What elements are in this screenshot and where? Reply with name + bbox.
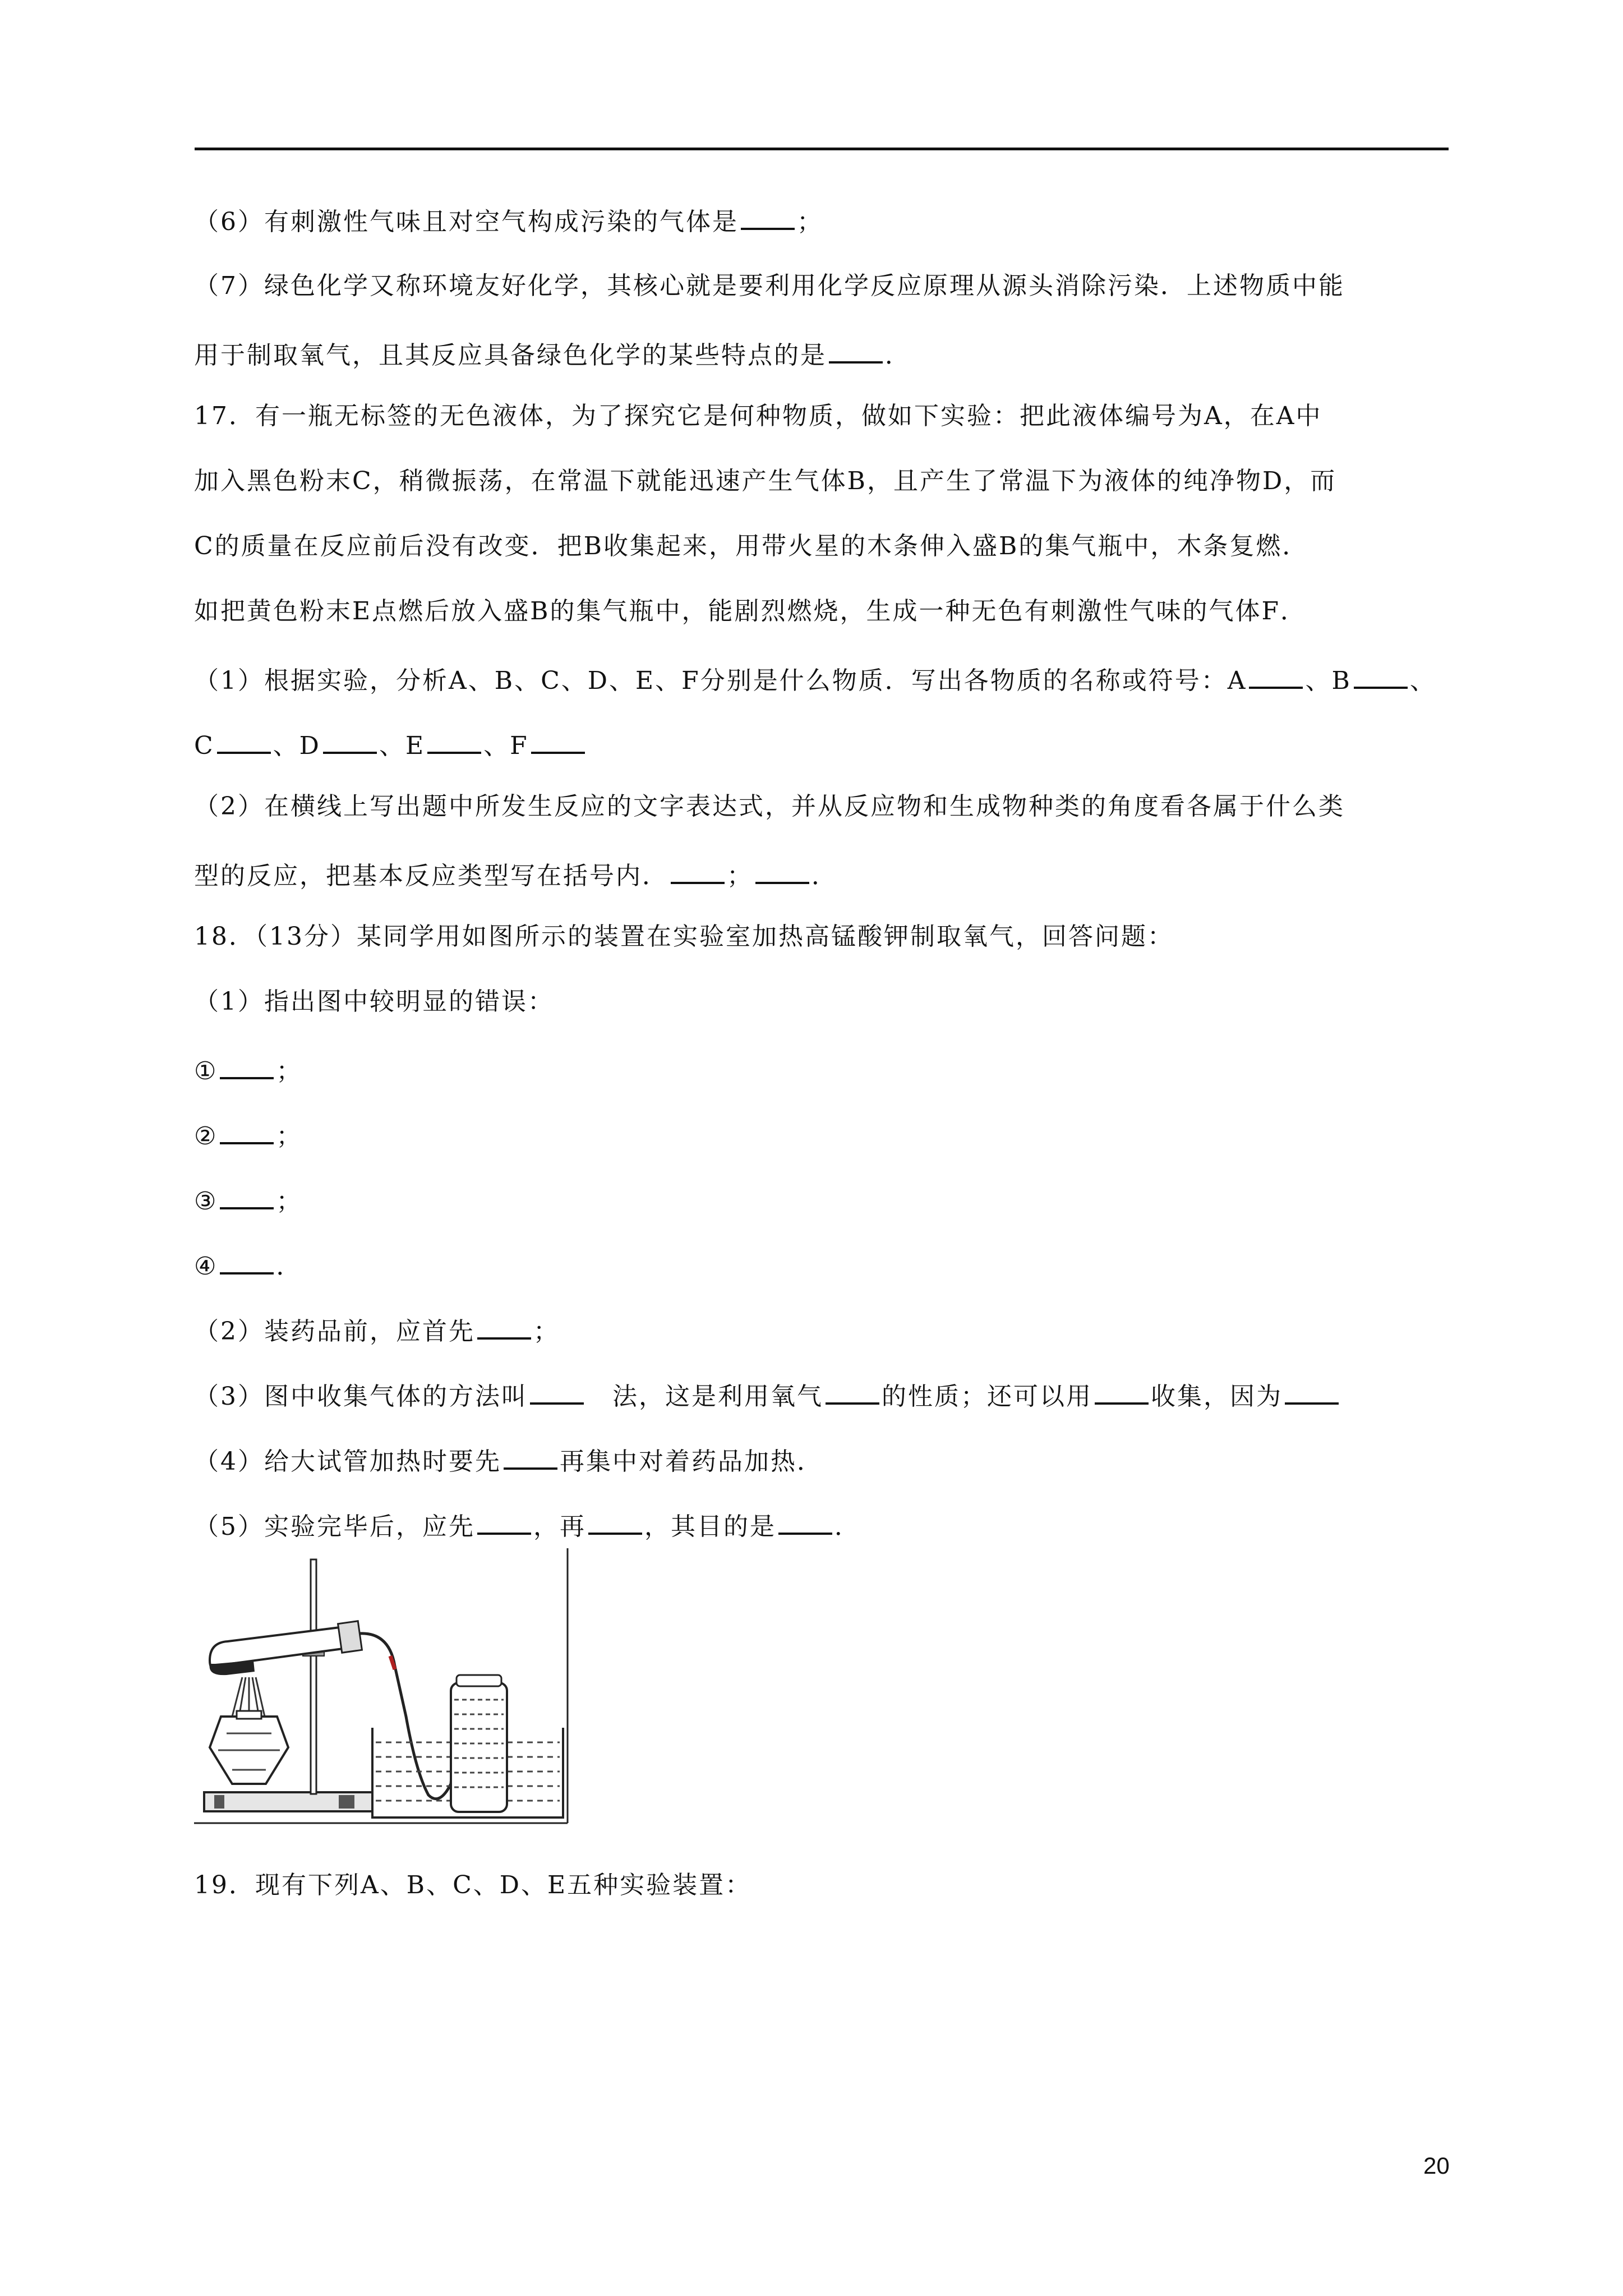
oxygen-apparatus-figure <box>193 1548 574 1829</box>
q19-stem: 19．现有下列A、B、C、D、E五种实验装置： <box>194 1871 752 1899</box>
q16-7-cont: 用于制取氧气，且其反应具备绿色化学的某些特点的是 ． <box>194 334 911 372</box>
q17-1-cont: C 、D 、E 、F <box>194 725 587 763</box>
answer-blank[interactable] <box>220 1050 274 1079</box>
q18-1-item1: ① ； <box>194 1050 302 1088</box>
answer-blank[interactable] <box>755 855 809 884</box>
answer-blank[interactable] <box>220 1245 274 1274</box>
q16-7: （7）绿色化学又称环境友好化学，其核心就是要利用化学反应原理从源头消除污染．上述物质中能 <box>194 272 1345 300</box>
answer-blank[interactable] <box>504 1441 557 1470</box>
answer-blank[interactable] <box>477 1310 531 1340</box>
answer-blank[interactable] <box>671 855 725 884</box>
q17-2-cont: 型的反应，把基本反应类型写在括号内． ； ． <box>194 855 838 893</box>
q17-stem-3: C的质量在反应前后没有改变．把B收集起来，用带火星的木条伸入盛B的集气瓶中，木条复燃． <box>194 532 1309 560</box>
q18-2: （2）装药品前，应首先 ； <box>194 1310 560 1349</box>
q18-stem: 18．（13分）某同学用如图所示的装置在实验室加热高锰酸钾制取氧气，回答问题： <box>194 922 1174 951</box>
answer-blank-c[interactable] <box>217 725 271 754</box>
answer-blank[interactable] <box>477 1506 531 1535</box>
q18-3: （3）图中收集气体的方法叫 法，这是利用氧气 的性质；还可以用 收集，因为 <box>194 1375 1341 1414</box>
q18-5: （5）实验完毕后，应先 ，再 ，其目的是 ． <box>194 1506 861 1544</box>
answer-blank[interactable] <box>778 1506 832 1535</box>
q18-1-item4: ④ ． <box>194 1245 302 1283</box>
answer-blank[interactable] <box>530 1375 584 1405</box>
q18-4: （4）给大试管加热时要先 再集中对着药品加热． <box>194 1441 823 1479</box>
q17-2: （2）在横线上写出题中所发生反应的文字表达式，并从反应物和生成物种类的角度看各属于什么类 <box>194 792 1345 821</box>
page-number: 20 <box>1423 2152 1450 2179</box>
q17-1: （1）根据实验，分析A、B、C、D、E、F分别是什么物质．写出各物质的名称或符号：A 、B 、 <box>194 660 1436 698</box>
header-rule <box>195 148 1449 150</box>
q17-stem: 17．有一瓶无标签的无色液体，为了探究它是何种物质，做如下实验：把此液体编号为A，在A中 <box>194 402 1322 430</box>
answer-blank[interactable] <box>220 1180 274 1209</box>
answer-blank-f[interactable] <box>531 725 585 754</box>
answer-blank-d[interactable] <box>323 725 377 754</box>
answer-blank[interactable] <box>741 201 795 230</box>
q16-6: （6）有刺激性气味且对空气构成污染的气体是 ； <box>194 201 823 239</box>
answer-blank-a[interactable] <box>1249 660 1303 689</box>
answer-blank[interactable] <box>829 334 883 364</box>
answer-blank-e[interactable] <box>427 725 481 754</box>
q18-1-item2: ② ； <box>194 1115 302 1153</box>
q17-stem-2: 加入黑色粉末C，稍微振荡，在常温下就能迅速产生气体B，且产生了常温下为液体的纯净物D，而 <box>194 467 1337 495</box>
answer-blank[interactable] <box>220 1115 274 1144</box>
answer-blank[interactable] <box>1095 1375 1149 1405</box>
answer-blank[interactable] <box>588 1506 642 1535</box>
answer-blank[interactable] <box>1285 1375 1339 1405</box>
answer-blank[interactable] <box>826 1375 879 1405</box>
answer-blank-b[interactable] <box>1354 660 1408 689</box>
q18-1: （1）指出图中较明显的错误： <box>194 987 554 1016</box>
q17-stem-4: 如把黄色粉末E点燃后放入盛B的集气瓶中，能剧烈燃烧，生成一种无色有刺激性气味的气体F． <box>194 597 1307 625</box>
q18-1-item3: ③ ； <box>194 1180 302 1218</box>
